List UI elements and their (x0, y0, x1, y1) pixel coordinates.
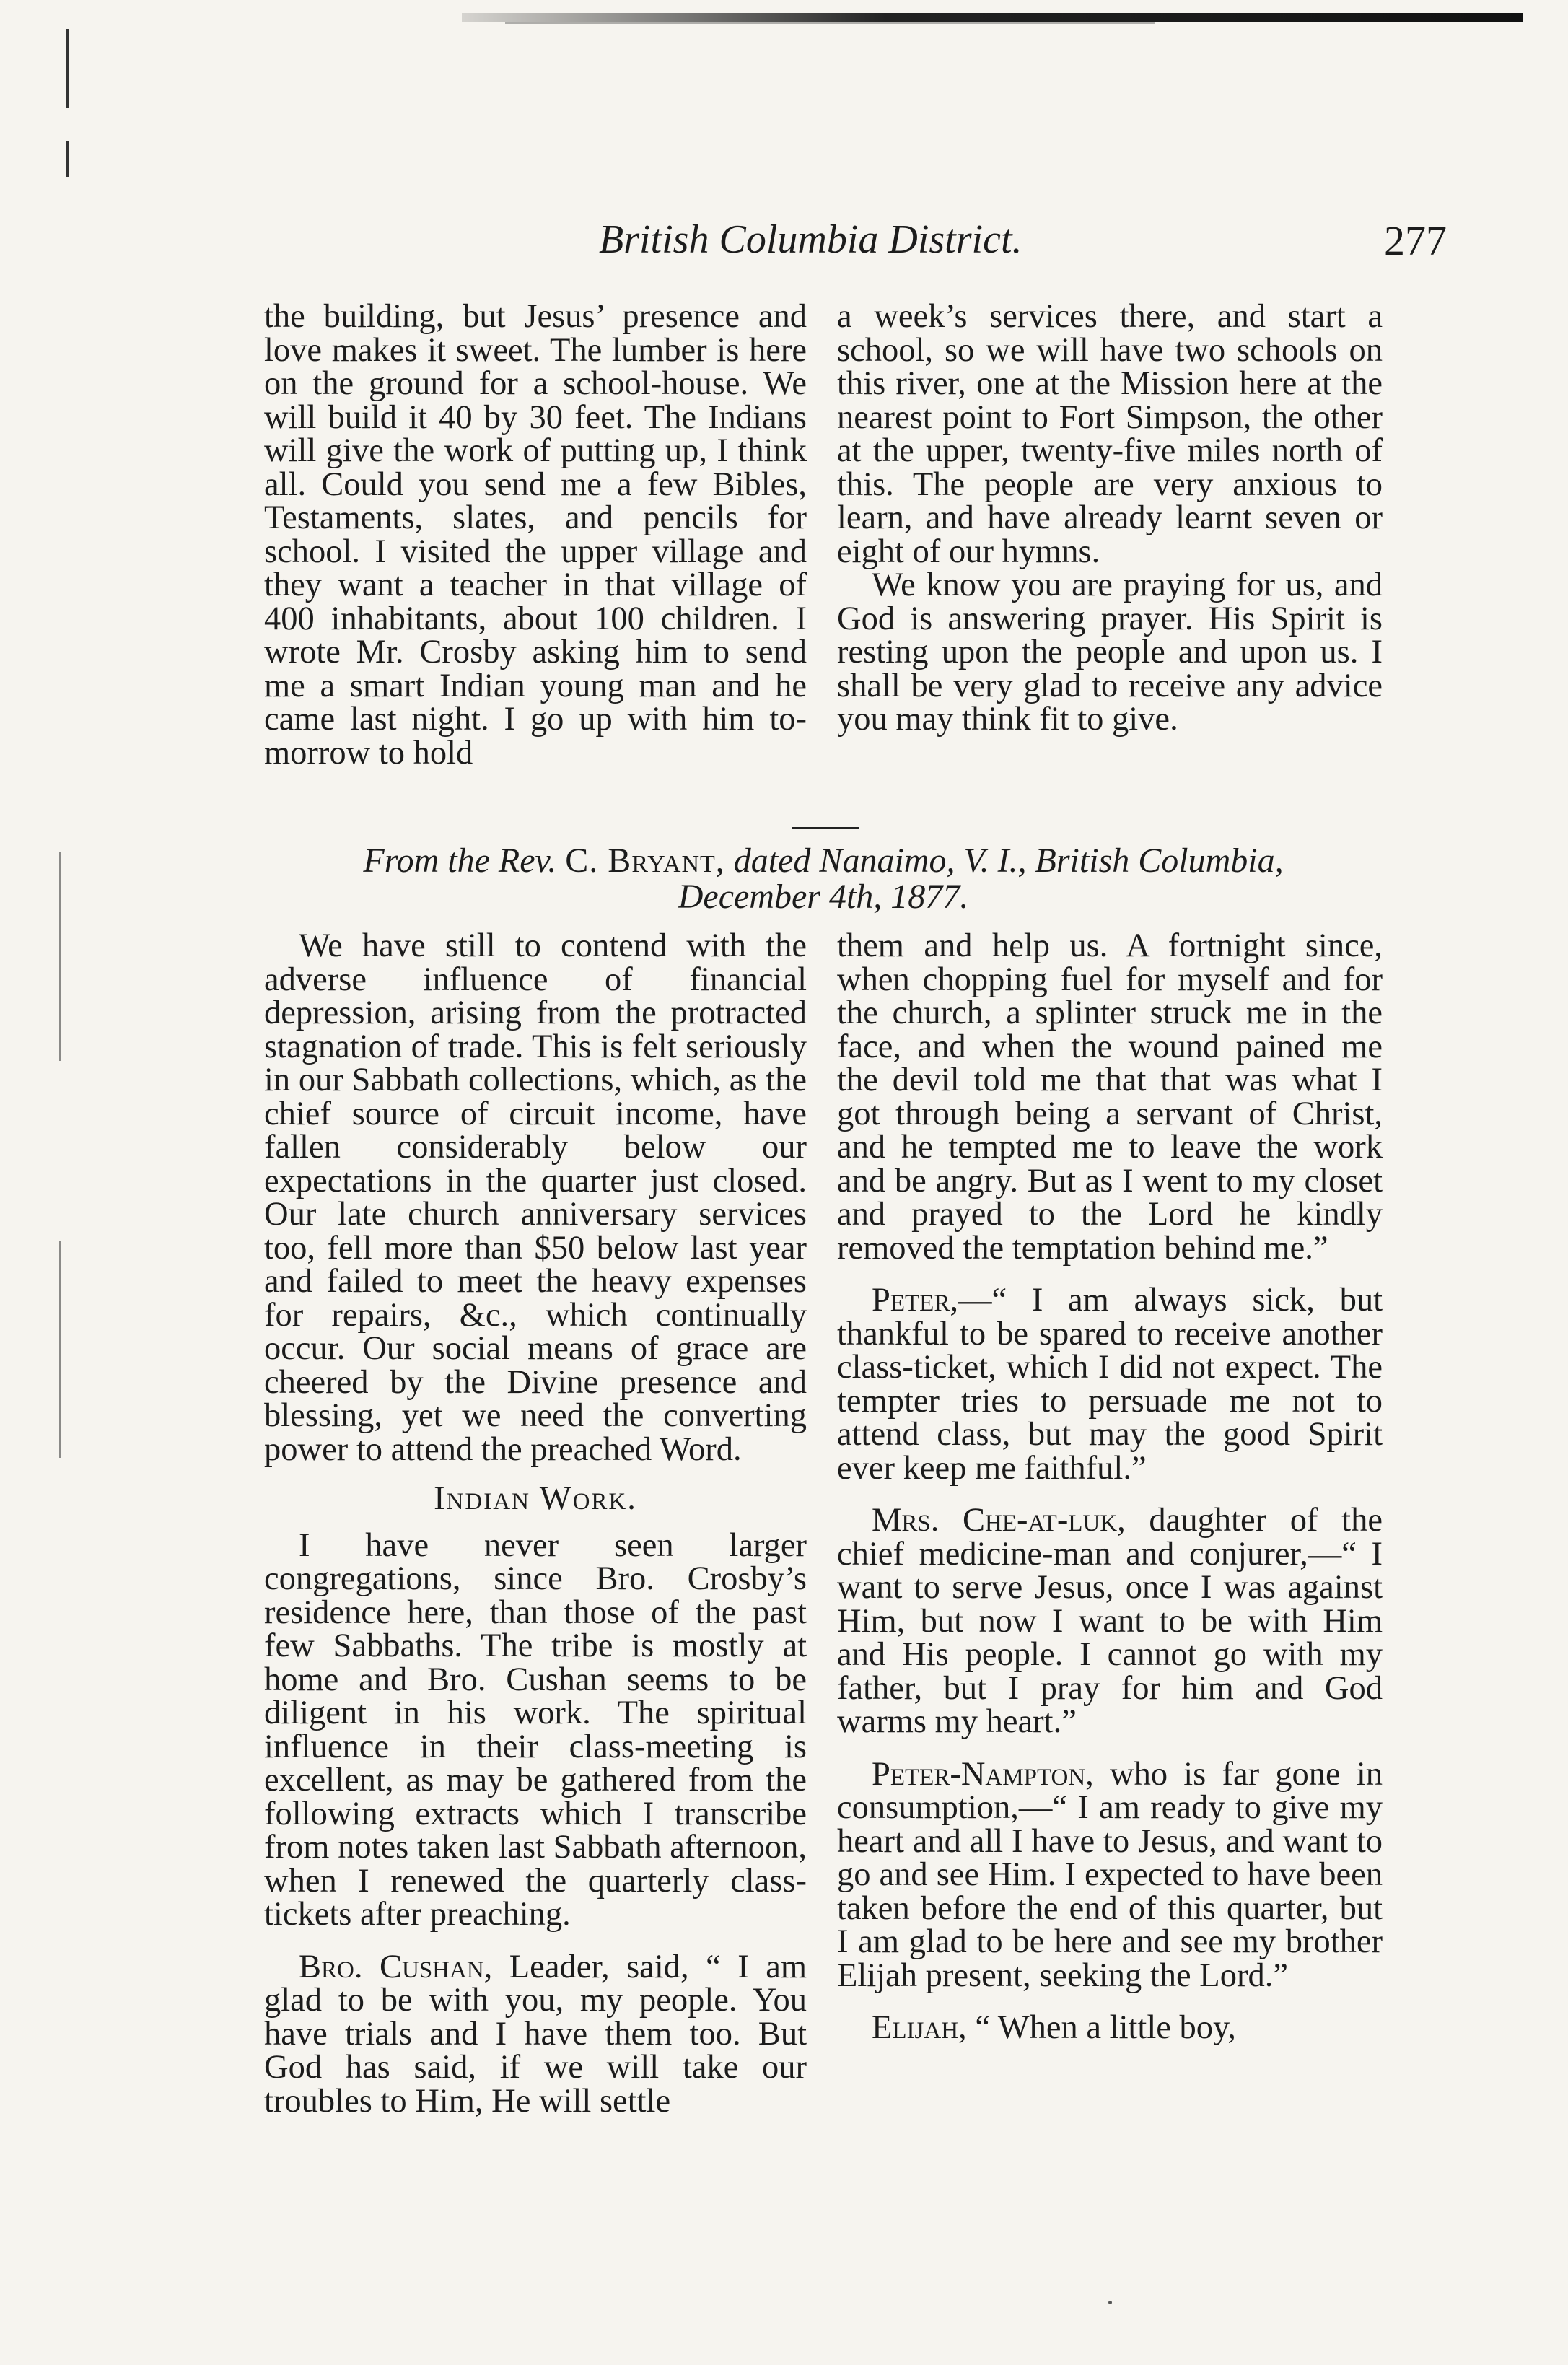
paragraph: the building, but Jesus’ presence and love makes it sweet. The lumber is here on the ground for a school-house. We will build it 40 by 30 feet. The Indians will give the work of putting up, I think all. Could you send me a few Bibles, Testaments, slates, and pencils for school. I visited the upper village and they want a teacher in that village of 400 inhabitants, about 100 children. I wrote Mr. Crosby asking him to send me a smart Indian young man and he came last night. I go up with him to-morrow to hold (264, 298, 807, 771)
edge-mark (59, 1241, 61, 1458)
speaker-name: Bro. Cushan, (299, 1948, 493, 1985)
speaker-name: Elijah, (872, 2009, 967, 2046)
edge-mark (66, 141, 69, 177)
edge-mark (59, 852, 61, 1061)
speaker-name: Mrs. Che-at-luk, (872, 1502, 1126, 1539)
speaker-text: “ When a little boy, (966, 2009, 1236, 2046)
letter-author: C. Bryant, (565, 841, 725, 880)
speaker-name: Peter, (872, 1282, 958, 1319)
section-heading: Indian Work. (434, 1480, 637, 1517)
paragraph: We have still to contend with the adverse influence of financial depression, arising from the protracted stagnation of trade. This is felt seriously in our Sabbath collections, which, as the chief source of circuit income, have fallen considerably below our expectations in the quarter just closed. Our late church anniversary services too, fell more than $50 below last year and failed to meet the heavy expenses for repairs, &c., which continually occur. Our social means of grace are cheered by the Divine presence and blessing, yet we need the converting power to attend the preached Word. (264, 927, 807, 1468)
letter-heading (264, 843, 1383, 915)
letter-dated: dated Nanaimo, V. I., British Columbia, (733, 841, 1284, 880)
paragraph (837, 1755, 1383, 1994)
paragraph (837, 2011, 1383, 2045)
speaker-text: —“ I am always sick, but thankful to be spared to receive another class-ticket, which I did not expect. The tempter tries to persuade me not to attend class, but may the good Spirit ever keep me faithful.” (837, 1282, 1383, 1487)
paragraph: them and help us. A fortnight since, when chopping fuel for myself and for the church, a splinter struck me in the face, and when the wound pained me the devil told me that that was what I got through being a servant of Christ, and he tempted me to leave the work and be angry. But as I went to my closet and prayed to the Lord he kindly removed the temptation behind me.” (837, 927, 1383, 1267)
page-number: 277 (1384, 217, 1447, 264)
top-rule-thin (505, 22, 1155, 24)
column-left-bottom (264, 927, 807, 2120)
paragraph: a week’s services there, and start a school, so we will have two schools on this river, one at the Mission here at the nearest point to Fort Simpson, the other at the upper, twenty-five miles north of this. The people are very anxious to learn, and have already learnt seven or eight of our hymns. (837, 298, 1383, 570)
paragraph: We know you are praying for us, and God is answering prayer. His Spirit is resting upon the people and upon us. I shall be very glad to receive any advice you may think fit to give. (837, 567, 1383, 738)
paragraph (264, 1948, 807, 2120)
section-divider (792, 827, 859, 829)
speaker-text: Leader, said, “ I am glad to be with you, my people. You have trials and I have them too. But God has said, if we will take our troubles to Him, He will settle (264, 1948, 807, 2120)
column-left-top (264, 300, 807, 770)
speaker-text: daughter of the chief medicine-man and conjurer,—“ I want to serve Jesus, once I was against Him, but now I want to be with Him and His people. I cannot go with my father, but I pray for him and God warms my heart.” (837, 1502, 1383, 1740)
column-right-top (837, 300, 1383, 737)
paragraph (837, 1504, 1383, 1739)
speaker-name: Peter-Nampton, (872, 1755, 1094, 1793)
speaker-text: who is far gone in consumption,—“ I am ready to give my heart and all I have to Jesus, and want to go and see Him. I expected to have been taken before the end of this quarter, but I am glad to be here and see my brother Elijah present, seeking the Lord.” (837, 1755, 1383, 1994)
edge-mark (66, 29, 69, 108)
letter-from: From the Rev. (363, 841, 557, 880)
running-head: British Columbia District. (599, 217, 1022, 262)
print-speck (1108, 2301, 1112, 2304)
column-right-bottom (837, 927, 1383, 2046)
paragraph: I have never seen larger congregations, since Bro. Crosby’s residence here, than those of the past few Sabbaths. The tribe is mostly at home and Bro. Cushan seems to be diligent in his work. The spiritual influence in their class-meeting is excellent, as may be gathered from the following extracts which I transcribe from notes taken last Sabbath afternoon, when I renewed the quarterly class-tickets after preaching. (264, 1526, 807, 1933)
paragraph (837, 1284, 1383, 1485)
top-rule (462, 13, 1523, 22)
letter-date: December 4th, 1877. (678, 878, 969, 916)
